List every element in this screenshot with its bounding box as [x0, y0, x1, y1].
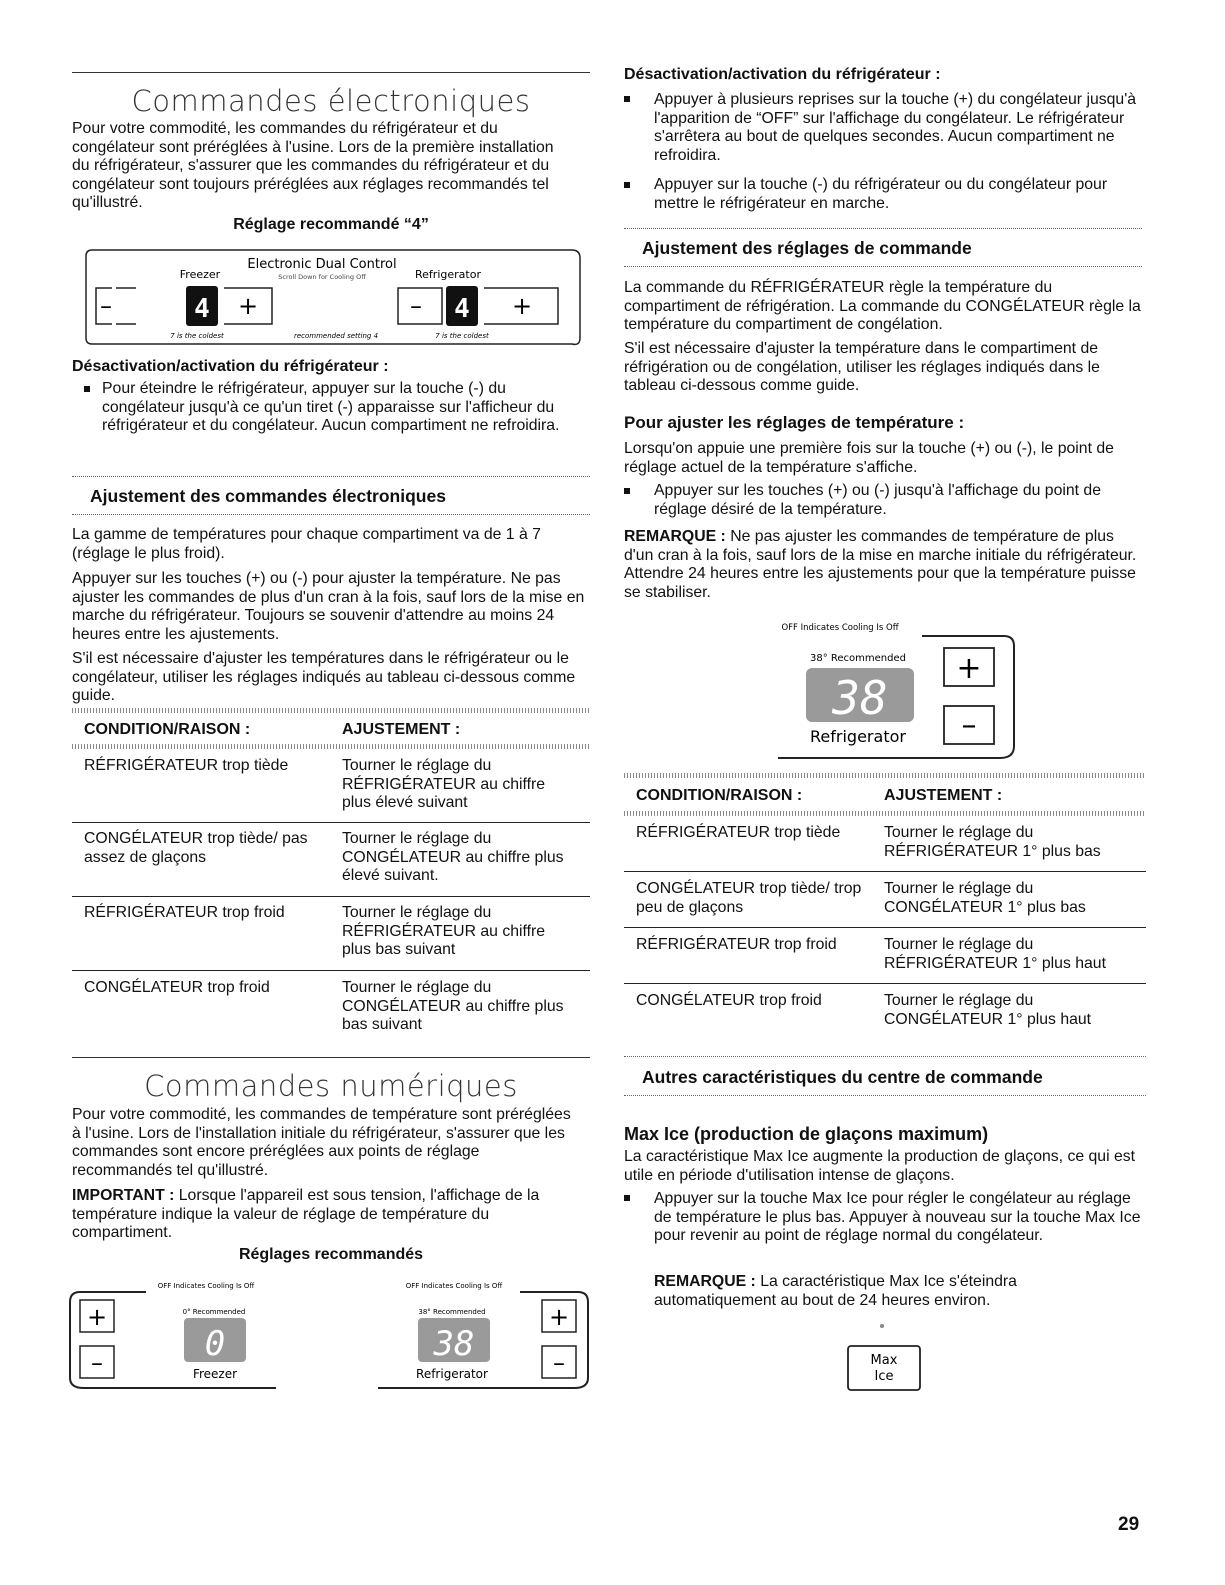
- bullet: [624, 96, 630, 102]
- note-label: REMARQUE :: [624, 528, 726, 545]
- section-title-digital: Commandes numériques: [144, 1069, 518, 1103]
- note-text: Ne pas ajuster les commandes de température de plus d'un cran à la fois, sauf lors de la mise en marche initiale du réfrigérateur. Attendre 24 heures entre les ajustements pour que la température puisse se stabiliser.: [624, 528, 1137, 601]
- off-on-heading-right: Désactivation/activation du réfrigérateur :: [624, 66, 941, 83]
- freezer-plus-button[interactable]: +: [86, 1303, 108, 1331]
- refrigerator-minus-button[interactable]: –: [961, 708, 977, 743]
- caption-freezer: 7 is the coldest: [170, 332, 224, 340]
- off-on-bullet-2: Appuyer sur la touche (-) du réfrigérateur ou du congélateur pour mettre le réfrigérateur en marche.: [654, 176, 1108, 212]
- table-cell-adjustment: Tourner le réglage du RÉFRIGÉRATEUR 1° plus bas: [884, 824, 1101, 860]
- table-header-border: [624, 811, 1146, 816]
- intro-digital-paragraph: Pour votre commodité, les commandes de température sont préréglées à l'usine. Lors de l'installation initiale du réfrigérateur, s'assurer que les commandes sont encore préréglées aux points de réglage recommandés tel qu'illustré.: [72, 1106, 571, 1179]
- adjust-paragraph-3: S'il est nécessaire d'ajuster les températures dans le réfrigérateur ou le congélateur, utiliser les réglages indiqués au tableau ci-dessous comme guide.: [72, 650, 576, 705]
- table-cell-adjustment: Tourner le réglage du RÉFRIGÉRATEUR 1° plus haut: [884, 936, 1106, 972]
- off-on-heading: Désactivation/activation du réfrigérateur :: [72, 358, 389, 375]
- table-cell-condition: RÉFRIGÉRATEUR trop tiède: [636, 824, 841, 841]
- adjust-settings-paragraph-2: S'il est nécessaire d'ajuster la température dans le compartiment de réfrigération ou de congélation, utiliser les réglages indiqués dans le tableau ci-dessous comme guide.: [624, 340, 1100, 395]
- table-row-divider: [624, 871, 1146, 872]
- off-on-bullet-1: Appuyer à plusieurs reprises sur la touche (+) du congélateur jusqu'à l'apparition de “OFF” sur l'affichage du congélateur. Le réfrigérateur s'arrêtera au bout de quelques secondes. Aucun compartiment ne refroidira.: [654, 91, 1137, 164]
- refrigerator-off-caption: OFF Indicates Cooling Is Off: [781, 623, 899, 633]
- table-cell-condition: CONGÉLATEUR trop froid: [636, 992, 822, 1009]
- table-cell-adjustment: Tourner le réglage du CONGÉLATEUR 1° plus haut: [884, 992, 1092, 1028]
- refrigerator-off-caption: OFF Indicates Cooling Is Off: [405, 1282, 503, 1290]
- table-cell-adjustment: Tourner le réglage du CONGÉLATEUR au chiffre plus bas suivant: [342, 979, 564, 1034]
- refrigerator-panel-label: Refrigerator: [810, 727, 906, 746]
- electronic-dual-control-panel: [82, 246, 584, 350]
- freezer-minus-button[interactable]: –: [100, 292, 112, 320]
- max-ice-button-label-1: Max: [870, 1353, 898, 1368]
- temperature-note: [624, 528, 1144, 602]
- refrigerator-digital-panel-right: [762, 616, 1022, 766]
- table-header-adjustment: AJUSTEMENT :: [342, 721, 461, 738]
- table-cell-condition: CONGÉLATEUR trop tiède/ pas assez de glaçons: [84, 830, 308, 866]
- section-title-electronic: Commandes électroniques: [131, 84, 531, 118]
- intro-paragraph: Pour votre commodité, les commandes du réfrigérateur et du congélateur sont préréglées à l'usine. Lors de la première installation du réfrigérateur, s'assurer que les commandes du réfrigérateur et du congélateur sont toujours préréglées aux réglages recommandés tel qu'illustré.: [72, 120, 554, 212]
- adjust-settings-paragraph-1: La commande du RÉFRIGÉRATEUR règle la température du compartiment de réfrigération. La commande du CONGÉLATEUR règle la température du compartiment de congélation.: [624, 279, 1141, 334]
- bullet: [624, 182, 630, 188]
- max-ice-heading: Max Ice (production de glaçons maximum): [624, 1124, 989, 1144]
- adjust-settings-heading: Ajustement des réglages de commande: [642, 238, 972, 258]
- table-cell-condition: RÉFRIGÉRATEUR trop froid: [84, 904, 285, 921]
- refrigerator-recommended: 38° Recommended: [810, 653, 906, 664]
- freezer-digital-panel: [66, 1274, 296, 1398]
- refrigerator-minus-button[interactable]: –: [553, 1349, 565, 1377]
- table-header-condition: CONDITION/RAISON :: [84, 721, 251, 738]
- recommended-settings-caption: Réglages recommandés: [238, 1246, 424, 1263]
- table-cell-adjustment: Tourner le réglage du CONGÉLATEUR 1° plus bas: [884, 880, 1086, 916]
- table-cell-condition: CONGÉLATEUR trop froid: [84, 979, 270, 996]
- divider: [624, 228, 1142, 229]
- refrigerator-digit: 4: [454, 294, 470, 324]
- refrigerator-panel-label: Refrigerator: [416, 1367, 488, 1381]
- table-cell-condition: CONGÉLATEUR trop tiède/ trop peu de glaçons: [636, 880, 862, 916]
- important-paragraph: [72, 1187, 587, 1243]
- table-header-adjustment: AJUSTEMENT :: [884, 787, 1003, 804]
- max-ice-indicator-icon: [880, 1324, 884, 1328]
- freezer-display-digit: 0: [204, 1324, 226, 1364]
- table-row-divider: [72, 970, 590, 971]
- refrigerator-plus-button[interactable]: +: [956, 651, 982, 686]
- table-top-border: [72, 708, 590, 713]
- freezer-digit: 4: [194, 294, 210, 324]
- refrigerator-digital-panel: [370, 1274, 596, 1398]
- table-top-border: [624, 773, 1146, 778]
- refrigerator-display-digit: 38: [433, 1324, 475, 1364]
- max-ice-button-label-2: Ice: [874, 1369, 894, 1384]
- bullet: [624, 488, 630, 494]
- off-on-bullet-text: Pour éteindre le réfrigérateur, appuyer sur la touche (-) du congélateur jusqu'à ce qu'un tiret (-) apparaisse sur l'afficheur du réfrigérateur et du congélateur. Aucun compartiment ne refroidira.: [102, 380, 560, 435]
- bullet: [624, 1195, 630, 1201]
- max-ice-note: [654, 1273, 1114, 1310]
- bullet: [84, 386, 90, 392]
- table-row-divider: [624, 983, 1146, 984]
- adjust-paragraph-2: Appuyer sur les touches (+) ou (-) pour ajuster la température. Ne pas ajuster les commandes de plus d'un cran à la fois, sauf lors de la mise en marche du réfrigérateur. Toujours se souvenir d'attendre au moins 24 heures entre les ajustements.: [72, 570, 585, 643]
- freezer-minus-button[interactable]: –: [91, 1349, 103, 1377]
- freezer-plus-button[interactable]: +: [237, 292, 259, 320]
- other-features-heading: Autres caractéristiques du centre de commande: [642, 1067, 1043, 1087]
- adjust-paragraph-1: La gamme de températures pour chaque compartiment va de 1 à 7 (réglage le plus froid).: [72, 526, 541, 562]
- refrigerator-plus-button[interactable]: +: [511, 292, 533, 320]
- table-row-divider: [72, 822, 590, 823]
- adjust-heading: Ajustement des commandes électroniques: [90, 486, 446, 506]
- refrigerator-recommended: 38° Recommended: [418, 1308, 486, 1316]
- divider: [72, 514, 590, 515]
- table-row-divider: [624, 927, 1146, 928]
- freezer-panel-label: Freezer: [192, 1367, 238, 1381]
- divider: [624, 266, 1142, 267]
- temperature-bullet: Appuyer sur les touches (+) ou (-) jusqu'à l'affichage du point de réglage désiré de la température.: [654, 482, 1101, 518]
- panel-subheading: Scroll Down for Cooling Off: [278, 273, 366, 281]
- max-ice-note-label: REMARQUE :: [654, 1273, 756, 1290]
- table-cell-adjustment: Tourner le réglage du CONGÉLATEUR au chiffre plus élevé suivant.: [342, 830, 564, 885]
- divider: [72, 476, 590, 477]
- refrigerator-plus-button[interactable]: +: [548, 1303, 570, 1331]
- temperature-heading: Pour ajuster les réglages de température :: [624, 413, 965, 432]
- caption-refrigerator: 7 is the coldest: [435, 332, 489, 340]
- max-ice-paragraph: La caractéristique Max Ice augmente la production de glaçons, ce qui est utile en période d'utilisation intense de glaçons.: [624, 1148, 1136, 1184]
- max-ice-button-illustration: [844, 1322, 924, 1394]
- divider: [624, 1095, 1146, 1096]
- panel-heading: Electronic Dual Control: [247, 257, 397, 272]
- refrigerator-display-digit: 38: [832, 671, 888, 725]
- divider: [72, 72, 590, 73]
- table-cell-adjustment: Tourner le réglage du RÉFRIGÉRATEUR au chiffre plus bas suivant: [342, 904, 546, 959]
- table-header-condition: CONDITION/RAISON :: [636, 787, 803, 804]
- table-row-divider: [72, 896, 590, 897]
- caption-recommended: recommended setting 4: [293, 332, 379, 340]
- max-ice-bullet: Appuyer sur la touche Max Ice pour régler le congélateur au réglage de température le plus bas. Appuyer à nouveau sur la touche Max Ice pour revenir au point de réglage normal du congélateur.: [654, 1190, 1141, 1245]
- table-header-border: [72, 744, 590, 749]
- recommended-caption: Réglage recommandé “4”: [233, 216, 429, 233]
- refrigerator-minus-button[interactable]: –: [410, 292, 422, 320]
- freezer-off-caption: OFF Indicates Cooling Is Off: [157, 1282, 255, 1290]
- page-number: 29: [1118, 1514, 1140, 1535]
- freezer-recommended: 0° Recommended: [182, 1308, 246, 1316]
- important-text: Lorsque l'appareil est sous tension, l'affichage de la température indique la valeur de réglage de température du compartiment.: [72, 1187, 540, 1242]
- temperature-paragraph: Lorsqu'on appuie une première fois sur la touche (+) ou (-), le point de réglage actuel de la température s'affiche.: [624, 440, 1114, 476]
- table-cell-condition: RÉFRIGÉRATEUR trop tiède: [84, 757, 289, 774]
- table-cell-condition: RÉFRIGÉRATEUR trop froid: [636, 936, 837, 953]
- freezer-label: Freezer: [179, 268, 221, 281]
- max-ice-note-text: La caractéristique Max Ice s'éteindra automatiquement au bout de 24 heures environ.: [654, 1273, 1017, 1309]
- table-cell-adjustment: Tourner le réglage du RÉFRIGÉRATEUR au chiffre plus élevé suivant: [342, 757, 546, 812]
- important-label: IMPORTANT :: [72, 1187, 175, 1204]
- divider: [624, 1056, 1146, 1057]
- divider: [72, 1057, 590, 1058]
- refrigerator-label: Refrigerator: [415, 268, 481, 281]
